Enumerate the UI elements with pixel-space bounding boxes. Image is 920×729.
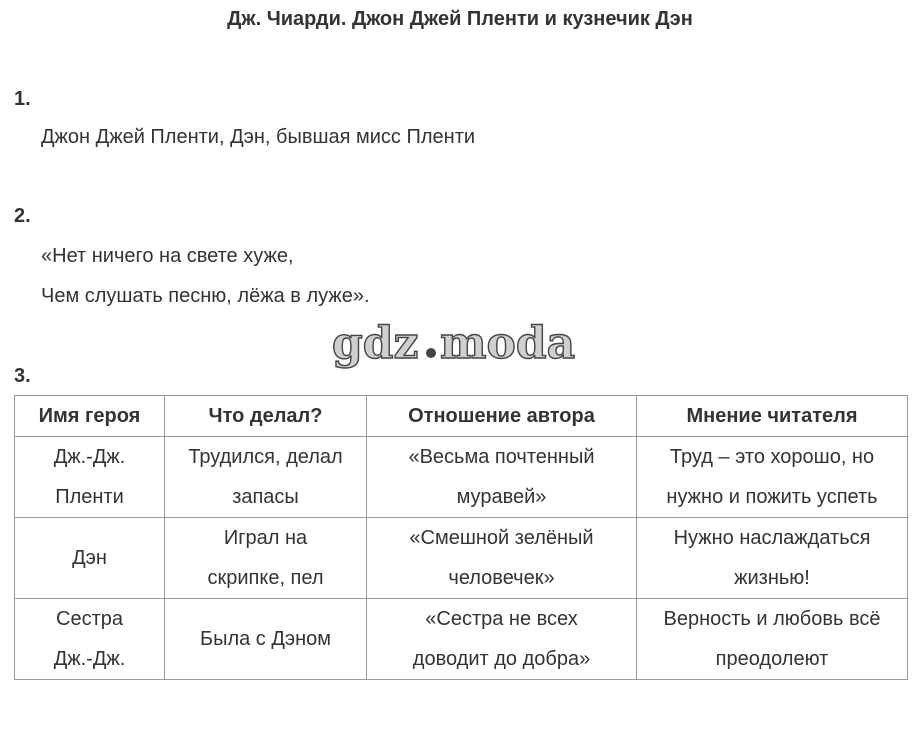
table-header-row (15, 396, 908, 437)
question-1-answer: Джон Джей Пленти, Дэн, бывшая мисс Пленти (41, 126, 476, 148)
table-cell: Дэн (15, 518, 165, 599)
watermark-text-left: gdz (332, 318, 419, 369)
table-row (15, 437, 908, 518)
table-cell: Играл на скрипке, пел (165, 518, 367, 599)
table-cell: Нужно наслаждаться жизнью! (637, 518, 908, 599)
page-title: Дж. Чиарди. Джон Джей Пленти и кузнечик Дэн (227, 8, 693, 30)
characters-table (14, 395, 908, 680)
table-cell: «Смешной зелёный человечек» (367, 518, 637, 599)
header-hero-name: Имя героя (15, 396, 165, 437)
table-row (15, 599, 908, 680)
header-author-attitude: Отношение автора (367, 396, 637, 437)
table-cell: Сестра Дж.-Дж. (15, 599, 165, 680)
question-1-number: 1. (14, 88, 31, 110)
gdz-moda-watermark (330, 316, 592, 380)
table-cell: «Весьма почтенный муравей» (367, 437, 637, 518)
question-2-number: 2. (14, 205, 31, 227)
table-row (15, 518, 908, 599)
watermark-text-right: moda (440, 318, 576, 369)
table-cell: Трудился, делал запасы (165, 437, 367, 518)
watermark-dot-icon (426, 348, 436, 358)
question-2-line-1: «Нет ничего на свете хуже, (41, 245, 294, 267)
table-cell: «Сестра не всех доводит до добра» (367, 599, 637, 680)
table-cell: Верность и любовь всё преодолеют (637, 599, 908, 680)
question-3-number: 3. (14, 365, 31, 387)
table-cell: Труд – это хорошо, но нужно и пожить успеть (637, 437, 908, 518)
table-cell: Дж.-Дж. Пленти (15, 437, 165, 518)
header-reader-opinion: Мнение читателя (637, 396, 908, 437)
header-what-did: Что делал? (165, 396, 367, 437)
table-cell: Была с Дэном (165, 599, 367, 680)
question-2-line-2: Чем слушать песню, лёжа в луже». (41, 285, 370, 307)
